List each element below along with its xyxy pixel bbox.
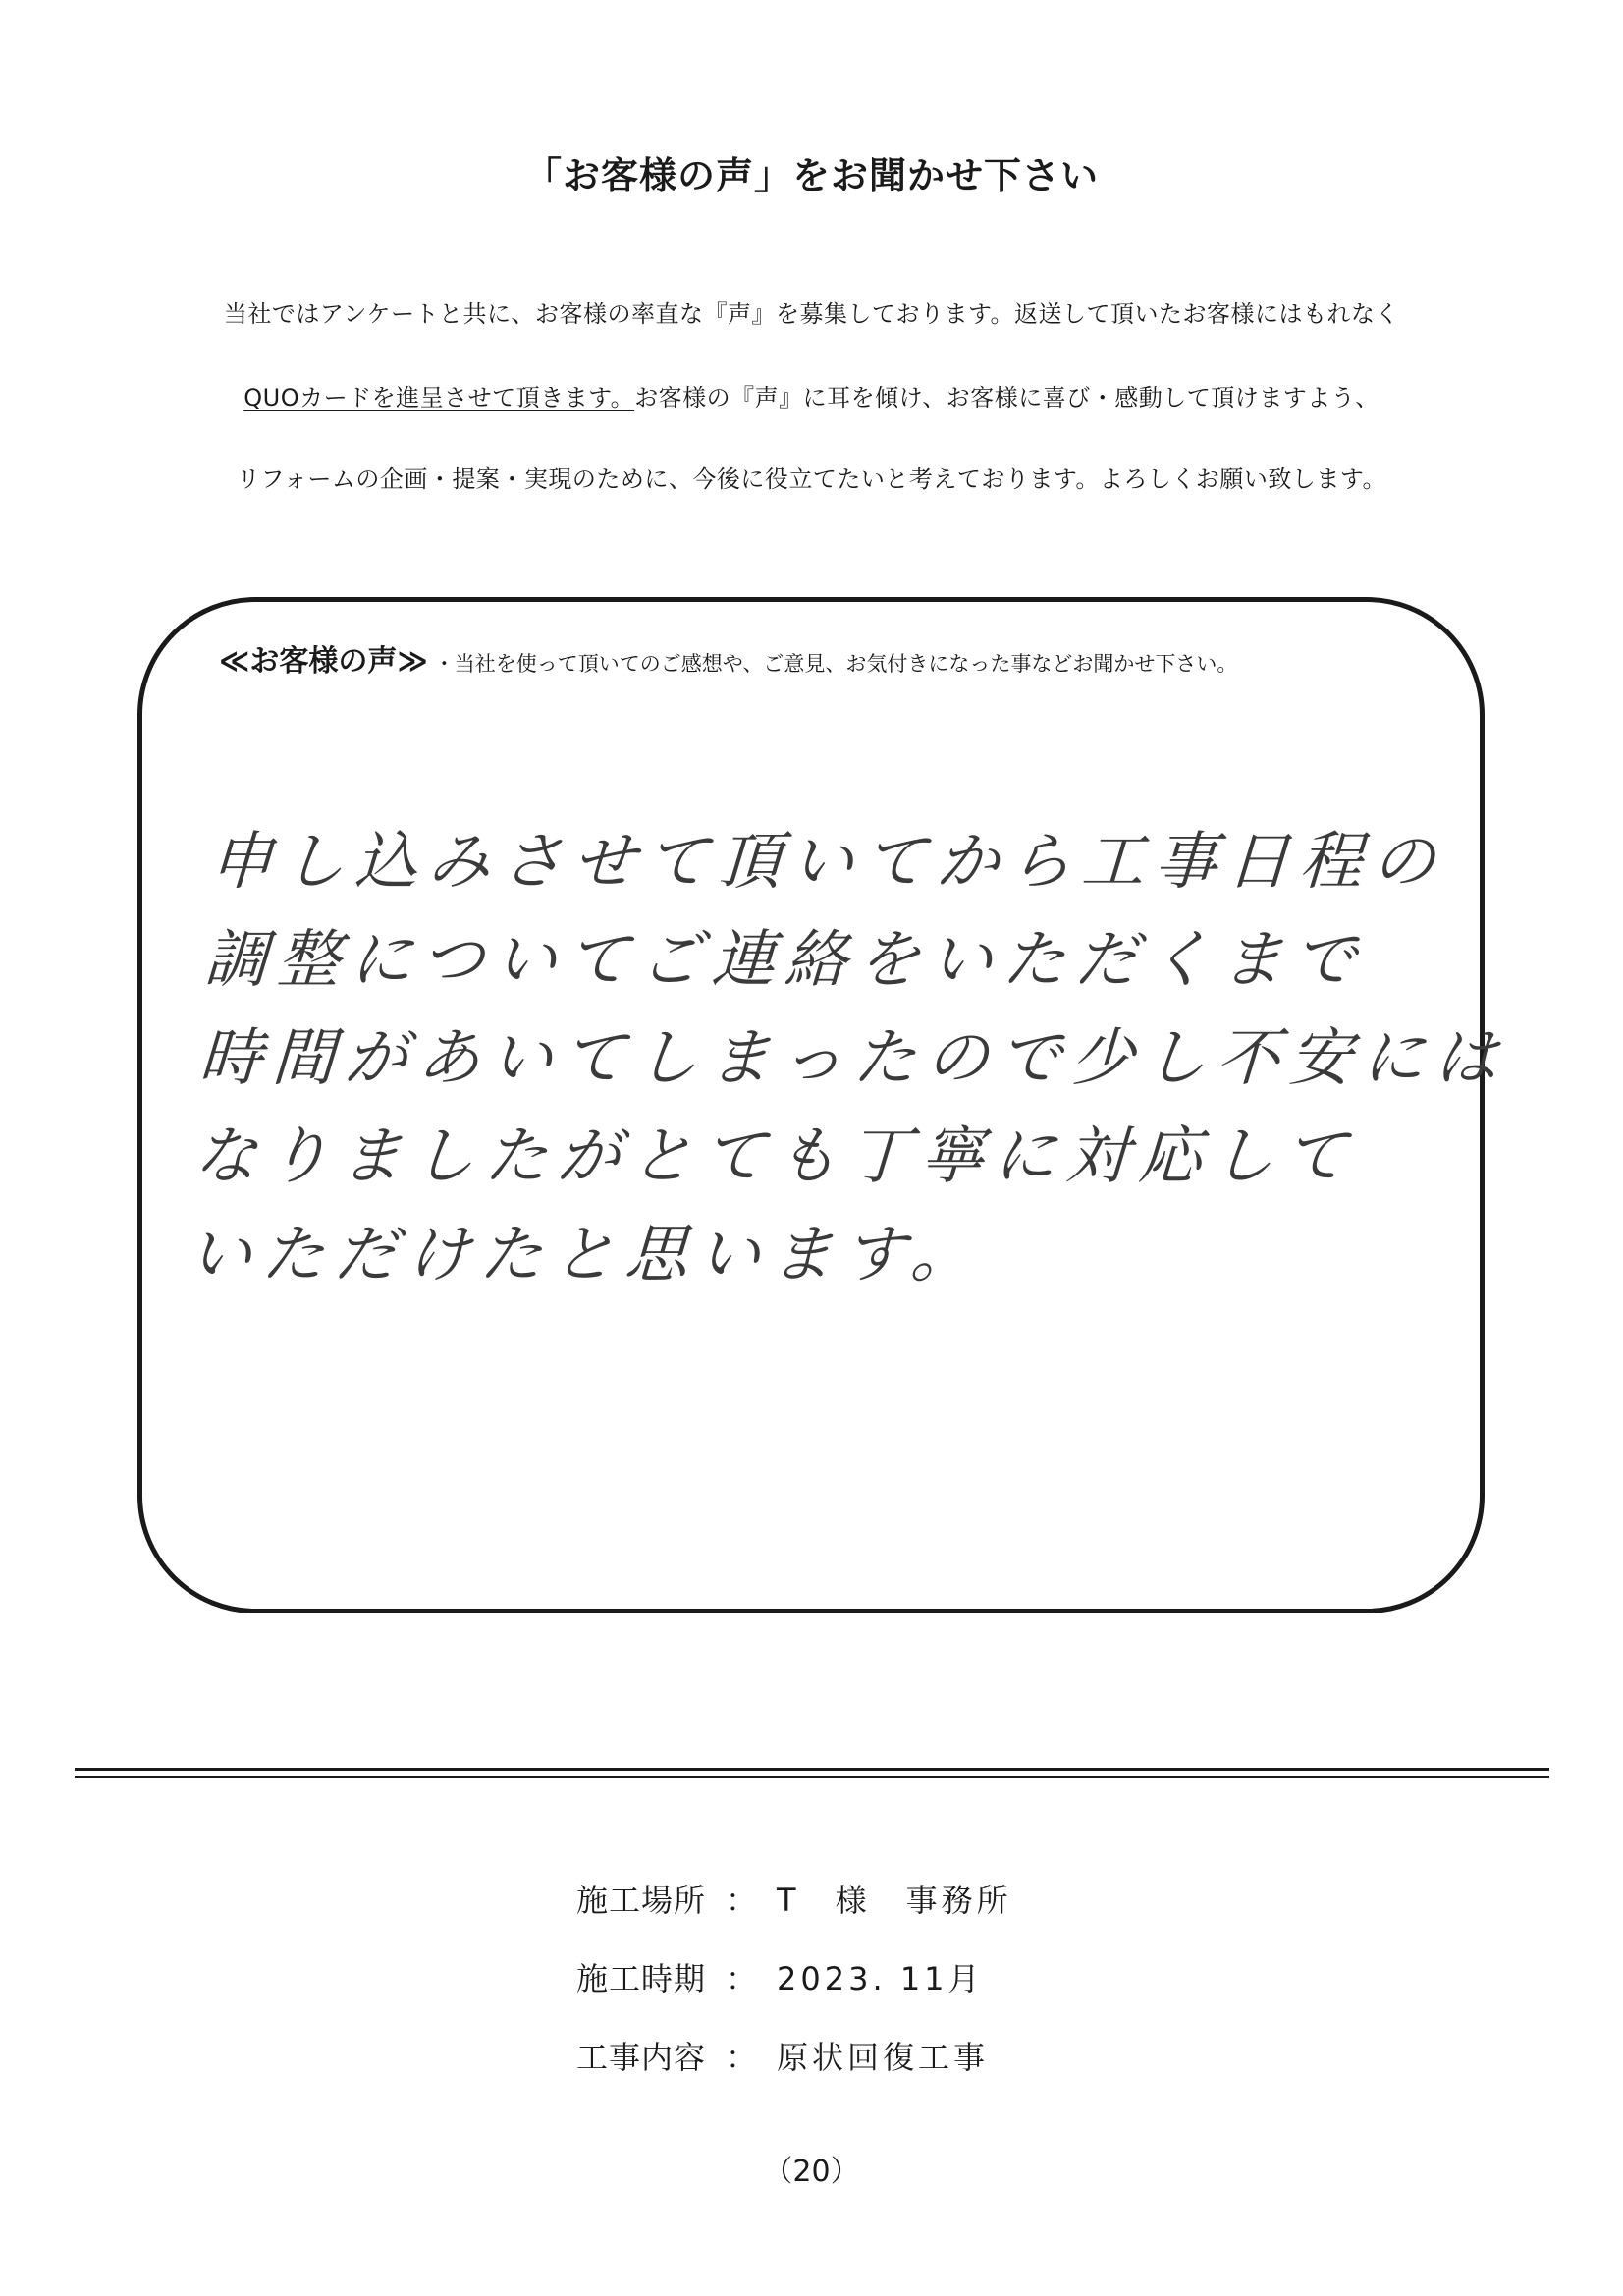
- intro-line-1: 当社ではアンケートと共に、お客様の率直な『声』を募集しております。返送して頂いたお客様にはもれなく: [223, 301, 1400, 328]
- period-value: 2023. 11月: [777, 1960, 984, 1997]
- voice-prompt: ・当社を使って頂いてのご感想や、ご意見、お気付きになった事などお聞かせ下さい。: [433, 652, 1238, 676]
- intro-line-3: リフォームの企画・提案・実現のために、今後に役立てたいと考えております。よろしくお願い致します。: [237, 465, 1386, 493]
- page-number: （20）: [763, 2155, 860, 2189]
- period-separator: ：: [726, 1960, 758, 1997]
- handwritten-line: 時間があいてしまったので少し不安には: [197, 1022, 1509, 1095]
- location-value: T 様 事務所: [777, 1882, 1012, 1919]
- info-row-period: [576, 1940, 1012, 2018]
- intro-line-2-rest: お客様の『声』に耳を傾け、お客様に喜び・感動して頂けますよう、: [634, 384, 1380, 411]
- handwritten-line: なりましたがとても丁寧に対応して: [191, 1121, 1359, 1193]
- intro-line-2: [0, 378, 1623, 412]
- info-row-content: [576, 2018, 1012, 2097]
- divider-rule: [75, 1768, 1549, 1771]
- location-key: 施工場所: [576, 1882, 707, 1919]
- content-value: 原状回復工事: [777, 2039, 990, 2076]
- handwritten-line: いただけたと思います。: [187, 1219, 986, 1291]
- handwritten-comment: [187, 813, 1509, 1304]
- quo-card-notice: QUOカードを進呈させて頂きます。: [243, 384, 635, 411]
- voice-label: ≪お客様の声≫: [219, 644, 428, 679]
- info-row-location: [576, 1861, 1012, 1940]
- divider-rule: [75, 1776, 1549, 1778]
- page-title: 「お客様の声」をお聞かせ下さい: [523, 154, 1099, 197]
- content-key: 工事内容: [576, 2039, 707, 2076]
- voice-header: [219, 636, 1237, 680]
- handwritten-line: 調整についてご連絡をいただくまで: [202, 924, 1368, 997]
- handwritten-line: 申し込みさせて頂いてから工事日程の: [207, 826, 1447, 899]
- content-separator: ：: [726, 2039, 758, 2076]
- customer-voice-box: [137, 597, 1509, 1613]
- work-info: [576, 1861, 1012, 2097]
- period-key: 施工時期: [576, 1960, 707, 1997]
- location-separator: ：: [726, 1882, 758, 1919]
